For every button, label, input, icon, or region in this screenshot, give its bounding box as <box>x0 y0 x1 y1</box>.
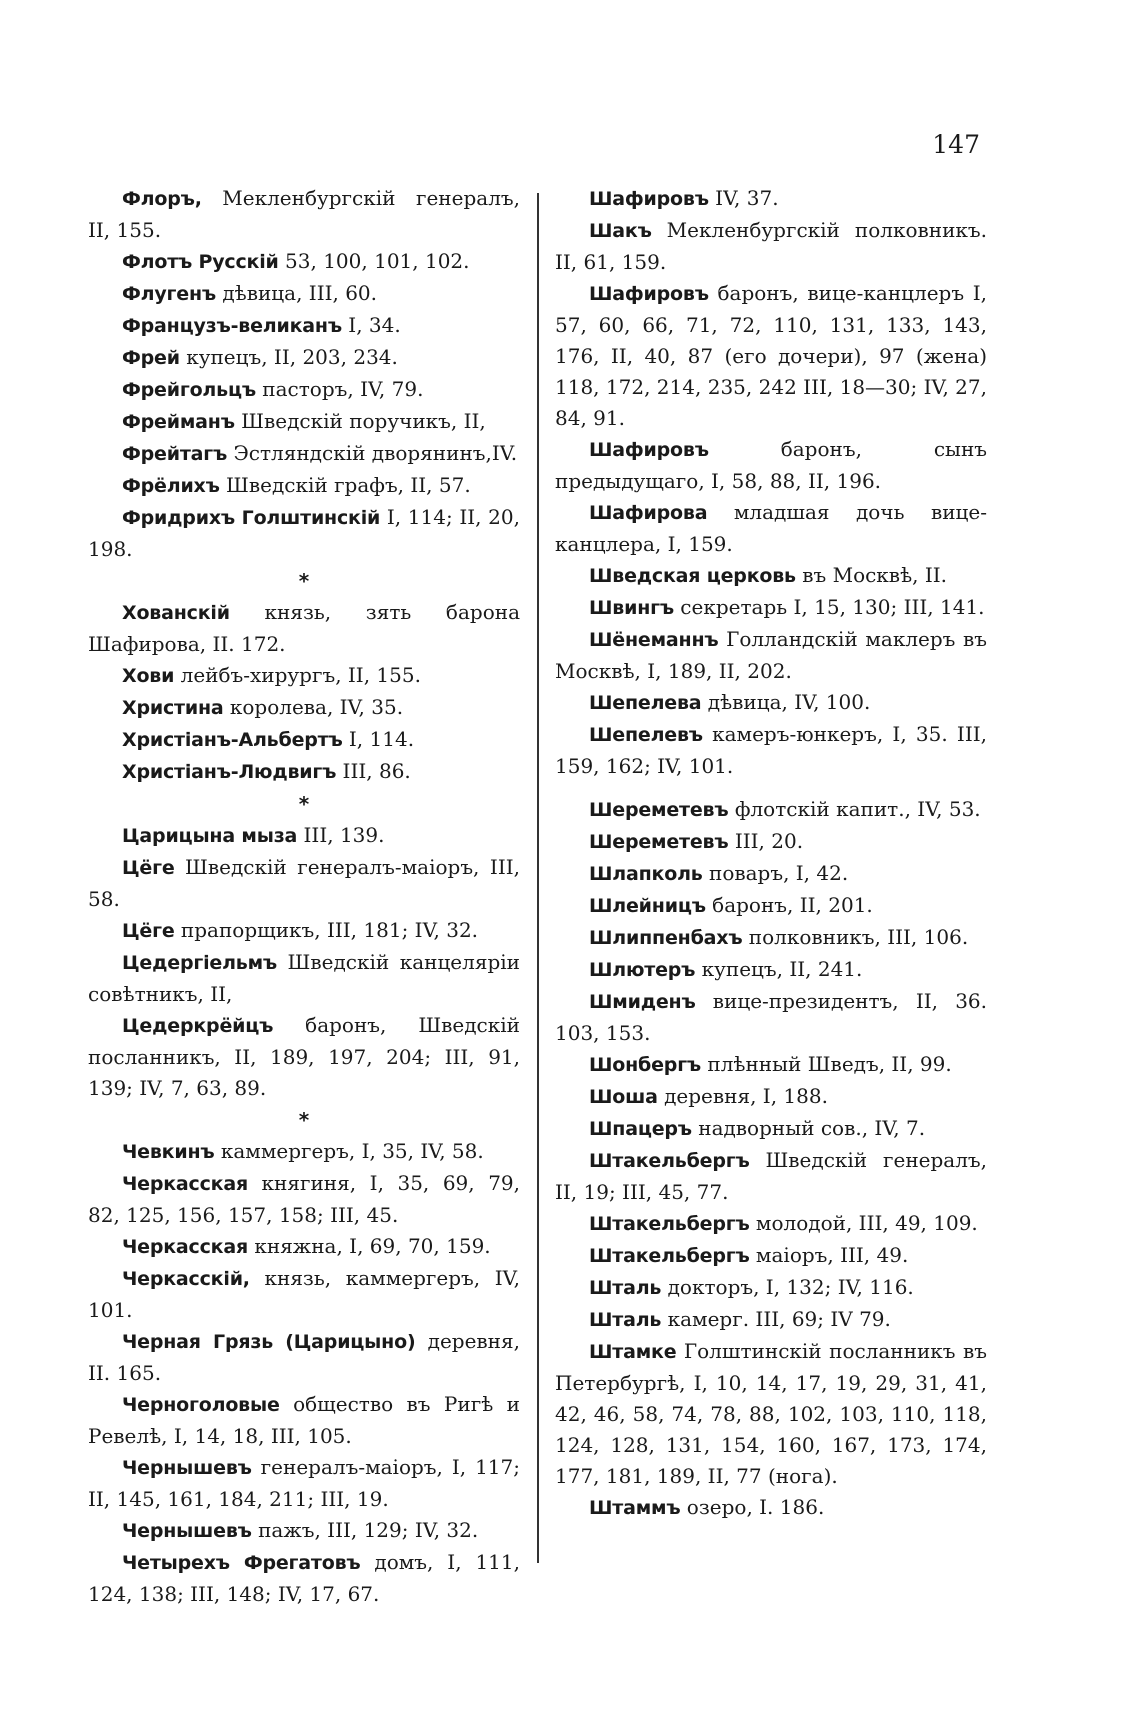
index-term: Фрей <box>122 347 180 369</box>
index-term: Фрёлихъ <box>122 475 220 497</box>
index-term: Фридрихъ Голштинскій <box>122 507 381 529</box>
index-term: Цёге <box>122 857 175 879</box>
index-term: Шепелевъ <box>589 724 703 746</box>
index-term: Шереметевъ <box>589 831 729 853</box>
index-entry <box>555 560 987 592</box>
index-references: III, 20. <box>728 829 804 853</box>
index-references: княжна, I, 69, 70, 159. <box>248 1234 491 1258</box>
index-entry <box>88 1547 520 1610</box>
index-entry <box>88 502 520 565</box>
index-references: деревня, I, 188. <box>657 1084 828 1108</box>
index-entry <box>88 724 520 756</box>
index-term: Хови <box>122 665 175 687</box>
index-term: Шлиппенбахъ <box>589 927 743 949</box>
index-references: дѣвица, IV, 100. <box>701 690 871 714</box>
index-references: I, 114. <box>342 727 415 751</box>
index-term: Шлейницъ <box>589 895 706 917</box>
index-term: Штакельбергъ <box>589 1150 750 1172</box>
index-term: Шафировъ <box>589 283 709 305</box>
right-column <box>555 183 987 1524</box>
index-entry <box>88 1136 520 1168</box>
index-entry <box>555 1240 987 1272</box>
index-term: Штакельбергъ <box>589 1213 750 1235</box>
index-references: пасторъ, IV, 79. <box>255 377 424 401</box>
index-entry <box>88 1263 520 1326</box>
index-entry <box>555 278 987 434</box>
index-term: Черноголовые <box>122 1394 280 1416</box>
index-entry <box>555 434 987 497</box>
index-references: въ Москвѣ, II. <box>795 563 948 587</box>
index-entry <box>88 406 520 438</box>
index-references: I, 114; II, 20, 198. <box>88 505 520 561</box>
index-references: Голштинскій посланникъ въ Петербургѣ, I, 10, 14, 17, 19, 29, 31, 41, 42, 46, 58, 74, 78, 88, 102, 103, 110, 118, 124, 128, 131, 154, 160, 167, 173, 174, 177, 181, 189, II, 77 (нога). <box>555 1339 987 1488</box>
index-references: флотскій капит., IV, 53. <box>728 797 981 821</box>
index-term: Шталь <box>589 1309 662 1331</box>
index-references: поваръ, I, 42. <box>702 861 849 885</box>
index-term: Христіанъ-Альбертъ <box>122 729 343 751</box>
index-term: Шоша <box>589 1086 658 1108</box>
index-references: генералъ-маіоръ, I, 117; II, 145, 161, 184, 211; III, 19. <box>88 1455 520 1511</box>
index-references: маіоръ, III, 49. <box>749 1243 909 1267</box>
index-references: 53, 100, 101, 102. <box>278 249 470 273</box>
index-term: Христина <box>122 697 224 719</box>
index-term: Фрейманъ <box>122 411 235 433</box>
index-references: баронъ, Шведскій посланникъ, II, 189, 197, 204; III, 91, 139; IV, 7, 63, 89. <box>88 1013 520 1100</box>
index-references: королева, IV, 35. <box>223 695 404 719</box>
index-references: озеро, I. 186. <box>680 1495 825 1519</box>
index-term: Шафировъ <box>589 188 709 210</box>
index-entry <box>88 342 520 374</box>
index-references: плѣнный Шведъ, II, 99. <box>701 1052 952 1076</box>
index-term: Флугенъ <box>122 283 216 305</box>
index-entry <box>88 278 520 310</box>
index-references: Мекленбургскій генералъ, II, 155. <box>88 186 520 242</box>
index-entry <box>555 592 987 624</box>
index-references: IV, 37. <box>708 186 779 210</box>
index-term: Швингъ <box>589 597 674 619</box>
index-references: Голландскій маклеръ въ Москвѣ, I, 189, II, 202. <box>555 627 987 683</box>
index-references: каммергеръ, I, 35, IV, 58. <box>214 1139 484 1163</box>
index-term: Фрейтагъ <box>122 443 228 465</box>
index-references: секретарь I, 15, 130; III, 141. <box>673 595 985 619</box>
index-term: Черная Грязь (Царицыно) <box>122 1331 416 1353</box>
index-references: прапорщикъ, III, 181; IV, 32. <box>174 918 479 942</box>
section-separator: * <box>298 1108 310 1132</box>
index-term: Шереметевъ <box>589 799 729 821</box>
index-references: младшая дочь вице-канцлера, I, 159. <box>555 500 987 556</box>
index-entry <box>555 687 987 719</box>
index-term: Черкасская <box>122 1173 248 1195</box>
index-term: Штакельбергъ <box>589 1245 750 1267</box>
index-term: Шонбергъ <box>589 1054 702 1076</box>
index-entry <box>555 922 987 954</box>
index-term: Шафировъ <box>589 439 709 461</box>
index-term: Шафирова <box>589 502 708 524</box>
index-term: Шлапколь <box>589 863 703 885</box>
index-term: Штаммъ <box>589 1497 681 1519</box>
index-term: Шепелева <box>589 692 702 714</box>
index-term: Хованскій <box>122 602 230 624</box>
index-entry <box>88 1326 520 1389</box>
entry-gap <box>555 782 987 794</box>
index-entry <box>88 1515 520 1547</box>
index-references: лейбъ-хирургъ, II, 155. <box>174 663 421 687</box>
index-references: Шведскій генералъ, II, 19; III, 45, 77. <box>555 1148 987 1204</box>
index-references: I, 34. <box>341 313 401 337</box>
index-entry <box>555 1113 987 1145</box>
index-references: полковникъ, III, 106. <box>742 925 969 949</box>
index-entry <box>88 1010 520 1104</box>
index-references: камерг. III, 69; IV 79. <box>661 1307 891 1331</box>
index-entry <box>88 183 520 246</box>
index-entry <box>88 597 520 660</box>
index-references: купецъ, II, 241. <box>695 957 863 981</box>
index-entry <box>555 794 987 826</box>
index-term: Фрейгольцъ <box>122 379 256 401</box>
index-entry <box>88 438 520 470</box>
index-term: Черкасская <box>122 1236 248 1258</box>
index-entry <box>555 1145 987 1208</box>
index-references: пажъ, III, 129; IV, 32. <box>251 1518 479 1542</box>
section-separator: * <box>298 569 310 593</box>
index-entry <box>88 692 520 724</box>
index-references: баронъ, II, 201. <box>705 893 873 917</box>
index-references: князь, зять барона Шафирова, II. 172. <box>88 600 520 656</box>
index-term: Шведская церковь <box>589 565 796 587</box>
index-entry <box>88 756 520 788</box>
index-entry <box>555 1208 987 1240</box>
index-entry <box>88 470 520 502</box>
column-divider <box>537 193 539 1563</box>
index-entry <box>555 719 987 782</box>
index-references: баронъ, вице-канцлеръ I, 57, 60, 66, 71, 72, 110, 131, 133, 143, 176, II, 40, 87 (его дочери), 97 (жена) 118, 172, 214, 235, 242 III, 18—30; IV, 27, 84, 91. <box>555 281 987 430</box>
index-term: Шёнеманнъ <box>589 629 719 651</box>
index-entry <box>555 1049 987 1081</box>
index-term: Цедергіельмъ <box>122 952 278 974</box>
index-entry <box>555 1304 987 1336</box>
index-entry <box>88 660 520 692</box>
index-term: Шлютеръ <box>589 959 696 981</box>
index-references: князь, каммергеръ, IV, 101. <box>88 1266 520 1322</box>
index-entry <box>88 1168 520 1231</box>
index-term: Флоръ, <box>122 188 202 210</box>
index-term: Цёге <box>122 920 175 942</box>
index-references: III, 139. <box>297 823 385 847</box>
index-entry <box>555 1081 987 1113</box>
index-entry <box>555 1492 987 1524</box>
index-references: III, 86. <box>336 759 411 783</box>
index-references: дѣвица, III, 60. <box>215 281 378 305</box>
index-references: баронъ, сынъ предыдущаго, I, 58, 88, II, 196. <box>555 437 987 493</box>
index-references: надворный сов., IV, 7. <box>691 1116 926 1140</box>
index-entry <box>88 246 520 278</box>
index-references: докторъ, I, 132; IV, 116. <box>661 1275 914 1299</box>
index-entry <box>88 915 520 947</box>
index-term: Флотъ Русскій <box>122 251 279 273</box>
index-entry <box>555 497 987 560</box>
index-term: Штамке <box>589 1341 677 1363</box>
index-references: домъ, I, 111, 124, 138; III, 148; IV, 17, 67. <box>88 1550 520 1606</box>
index-term: Четырехъ Фрегатовъ <box>122 1552 361 1574</box>
left-column <box>88 183 520 1610</box>
index-references: молодой, III, 49, 109. <box>749 1211 978 1235</box>
index-entry <box>88 820 520 852</box>
index-entry <box>555 1336 987 1492</box>
index-term: Христіанъ-Людвигъ <box>122 761 337 783</box>
index-entry <box>555 183 987 215</box>
index-term: Царицына мыза <box>122 825 298 847</box>
index-entry <box>555 624 987 687</box>
index-references: общество въ Ригѣ и Ревелѣ, I, 14, 18, III, 105. <box>88 1392 520 1448</box>
index-references: Шведскій поручикъ, II, <box>234 409 486 433</box>
index-references: вице-президентъ, II, 36. 103, 153. <box>555 989 987 1045</box>
index-references: Мекленбургскій полковникъ. II, 61, 159. <box>555 218 987 274</box>
section-separator: * <box>298 792 310 816</box>
index-references: купецъ, II, 203, 234. <box>179 345 398 369</box>
index-entry <box>88 374 520 406</box>
index-references: Шведскій графъ, II, 57. <box>219 473 471 497</box>
index-references: Эстляндскій дворянинъ,IV. <box>227 441 518 465</box>
index-term: Чернышевъ <box>122 1457 252 1479</box>
index-term: Шакъ <box>589 220 652 242</box>
index-entry <box>555 826 987 858</box>
index-entry <box>555 1272 987 1304</box>
index-term: Чернышевъ <box>122 1520 252 1542</box>
index-term: Французъ-великанъ <box>122 315 342 337</box>
index-entry <box>555 954 987 986</box>
index-entry <box>555 215 987 278</box>
index-entry <box>88 1231 520 1263</box>
index-entry <box>88 310 520 342</box>
index-entry <box>88 1389 520 1452</box>
index-entry <box>555 890 987 922</box>
index-term: Цедеркрёйцъ <box>122 1015 274 1037</box>
index-references: княгиня, I, 35, 69, 79, 82, 125, 156, 157, 158; III, 45. <box>88 1171 520 1227</box>
index-entry <box>555 986 987 1049</box>
index-term: Шталь <box>589 1277 662 1299</box>
index-references: Шведскій канцеляріи совѣтникъ, II, <box>88 950 520 1006</box>
index-entry <box>88 852 520 915</box>
index-references: камеръ-юнкеръ, I, 35. III, 159, 162; IV, 101. <box>555 722 987 778</box>
index-term: Шмиденъ <box>589 991 696 1013</box>
index-entry <box>88 947 520 1010</box>
page-number: 147 <box>932 130 980 159</box>
index-entry <box>555 858 987 890</box>
index-term: Шпацеръ <box>589 1118 692 1140</box>
index-references: Шведскій генералъ-маіоръ, III, 58. <box>88 855 520 911</box>
index-entry <box>88 1452 520 1515</box>
index-term: Чевкинъ <box>122 1141 215 1163</box>
index-references: деревня, II. 165. <box>88 1329 520 1385</box>
index-term: Черкасскій, <box>122 1268 250 1290</box>
